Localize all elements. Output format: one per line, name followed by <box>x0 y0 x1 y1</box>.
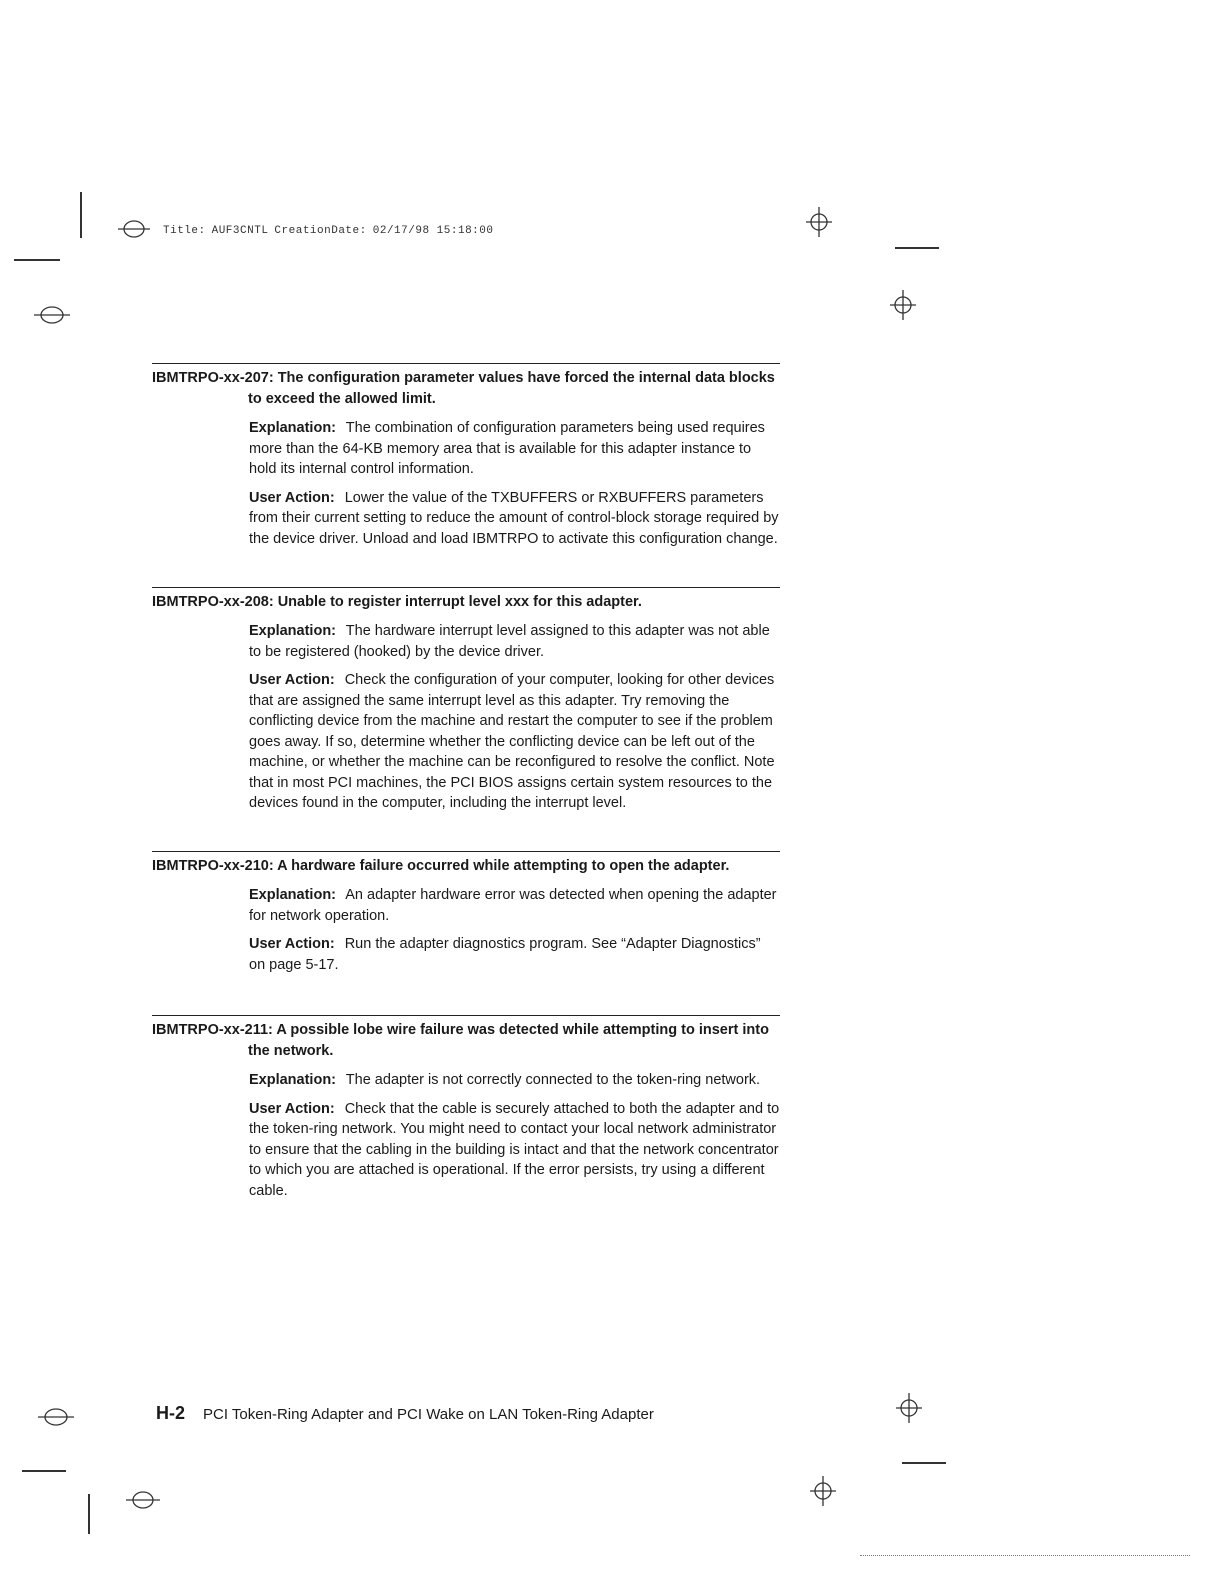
explanation-paragraph <box>249 885 780 926</box>
user-action-text: Check that the cable is securely attached to both the adapter and to the token-ring network. You might need to contact your local network administrator to ensure that the cabling in the building is intact and that the network concentrator to which you are attached is operational. If the error persists, try using a different cable. <box>249 1100 780 1199</box>
crop-line-top-left-vertical <box>80 192 82 238</box>
registration-mark-bottom-left <box>126 1489 160 1511</box>
message-heading <box>152 368 780 410</box>
header-title-label: Title: <box>163 225 206 237</box>
user-action-text: Run the adapter diagnostics program. See “Adapter Diagnostics” on page 5-17. <box>249 936 761 973</box>
crosshair-mark-bottom-right <box>808 1476 838 1506</box>
message-divider <box>152 851 780 852</box>
message-divider <box>152 1015 780 1016</box>
message-heading <box>152 1020 780 1062</box>
crop-line-bottom-right-horizontal <box>902 1462 946 1464</box>
user-action-paragraph <box>249 1099 780 1202</box>
page-number: H-2 <box>156 1403 186 1423</box>
explanation-label: Explanation: <box>249 420 337 436</box>
scan-noise-line <box>860 1555 1190 1556</box>
page-footer <box>156 1403 654 1424</box>
message-entry-210 <box>152 851 780 975</box>
user-action-label: User Action: <box>249 936 335 952</box>
message-divider <box>152 363 780 364</box>
crosshair-mark-right-lower <box>894 1393 924 1423</box>
explanation-paragraph <box>249 418 780 480</box>
message-heading <box>152 592 780 613</box>
user-action-text: Lower the value of the TXBUFFERS or RXBUFFERS parameters from their current setting to reduce the amount of control-block storage required by the device driver. Unload and load IBMTRPO to activate this configuration change. <box>249 489 779 547</box>
message-entry-208 <box>152 587 780 814</box>
explanation-paragraph <box>249 621 780 662</box>
message-title: A possible lobe wire failure was detected while attempting to insert into the network. <box>248 1022 769 1059</box>
header-creation-value: 02/17/98 15:18:00 <box>372 225 494 237</box>
registration-mark-left-upper <box>34 304 70 326</box>
message-code: IBMTRPO-xx-210: <box>152 858 274 874</box>
crop-line-top-left-horizontal <box>14 259 60 261</box>
message-title: Unable to register interrupt level xxx for this adapter. <box>277 594 642 610</box>
message-code: IBMTRPO-xx-211: <box>152 1022 273 1038</box>
message-entry-207 <box>152 363 780 549</box>
message-code: IBMTRPO-xx-207: <box>152 370 274 386</box>
crop-line-bottom-left-vertical <box>88 1494 90 1534</box>
explanation-label: Explanation: <box>249 1072 337 1088</box>
user-action-label: User Action: <box>249 1100 335 1117</box>
header-creation-label: CreationDate: <box>274 225 367 237</box>
crop-line-top-right-horizontal <box>895 247 939 249</box>
message-entry-211 <box>152 1015 780 1201</box>
user-action-paragraph <box>249 670 780 814</box>
crosshair-mark-top-right <box>804 207 834 237</box>
message-title: The configuration parameter values have forced the internal data blocks to exceed the allowed limit. <box>248 370 775 407</box>
message-divider <box>152 587 780 588</box>
header-title-value: AUF3CNTL <box>211 225 269 237</box>
explanation-paragraph <box>249 1070 780 1091</box>
user-action-label: User Action: <box>249 489 335 506</box>
print-header <box>163 225 493 237</box>
user-action-paragraph <box>249 934 780 975</box>
book-title: PCI Token-Ring Adapter and PCI Wake on LAN Token-Ring Adapter <box>203 1406 654 1423</box>
user-action-label: User Action: <box>249 672 335 688</box>
registration-mark-top-left <box>118 218 150 240</box>
crop-line-bottom-left-horizontal <box>22 1470 66 1472</box>
user-action-paragraph <box>249 488 780 550</box>
message-heading <box>152 856 780 877</box>
message-code: IBMTRPO-xx-208: <box>152 594 274 610</box>
explanation-text: The adapter is not correctly connected to the token-ring network. <box>345 1072 761 1088</box>
user-action-text: Check the configuration of your computer, looking for other devices that are assigned the same interrupt level as this adapter. Try removing the conflicting device from the machine and restart the computer to see if the problem goes away. If so, determine whether the conflicting device can be left out of the machine, or whether the machine can be reconfigured to resolve the conflict. Note that in most PCI machines, the PCI BIOS assigns certain system resources to the devices found in the computer, including the interrupt level. <box>249 672 775 811</box>
message-title: A hardware failure occurred while attempting to open the adapter. <box>277 858 730 874</box>
explanation-text: The hardware interrupt level assigned to this adapter was not able to be registered (hooked) by the device driver. <box>249 623 770 660</box>
explanation-label: Explanation: <box>249 623 337 639</box>
registration-mark-left-lower <box>38 1406 74 1428</box>
crosshair-mark-right-upper <box>888 290 918 320</box>
explanation-label: Explanation: <box>249 887 337 903</box>
explanation-text: The combination of configuration parameters being used requires more than the 64-KB memory area that is available for this adapter instance to hold its internal control information. <box>249 420 765 477</box>
explanation-text: An adapter hardware error was detected when opening the adapter for network operation. <box>249 887 777 924</box>
